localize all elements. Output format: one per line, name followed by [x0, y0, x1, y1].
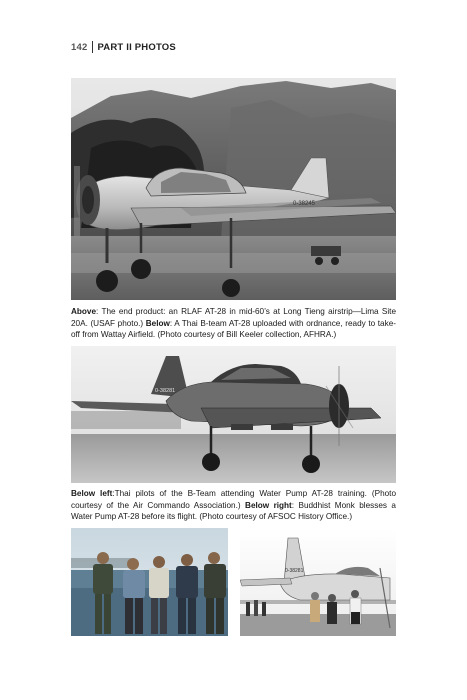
tail-number-4: 0-38281 [285, 568, 304, 574]
tail-number-1: 0-38245 [293, 201, 316, 207]
tail-number-2: 0-38281 [155, 388, 176, 394]
photo-thai-pilots [71, 528, 228, 636]
caption-below-text: : A Thai B-team AT-28 uploaded with ordnance, ready to take-off from Wattay Airfield. (Photo courtesy of Bill Keeler collection, AFHRA.) [71, 318, 396, 340]
photo-at28-long-tieng [71, 78, 396, 300]
caption-below-left-text: :Thai pilots of the B-Team attending Water Pump AT-28 training. (Photo courtesy of the Air Commando Association.) [71, 489, 396, 510]
page-number: 142 [71, 41, 88, 53]
photo-monk-blessing [240, 528, 396, 636]
caption-top [71, 306, 396, 341]
caption-bottom [71, 488, 396, 523]
caption-below-label: Below [145, 318, 170, 328]
page-header [71, 40, 176, 54]
caption-above-label: Above [71, 307, 97, 316]
caption-below-left-label: Below left [71, 489, 113, 498]
section-title: PART II PHOTOS [97, 41, 176, 53]
caption-above-text: : The end product: an RLAF AT-28 in mid-60’s at Long Tieng airstrip—Lima Site 20A. (USAF photo.) [71, 307, 396, 328]
photo-at28-wattay [71, 346, 396, 483]
caption-below-right-text: : Buddhist Monk blesses a Water Pump AT-28 before its flight. (Photo courtesy of AFSOC History Office.) [71, 500, 396, 522]
header-divider [92, 41, 93, 53]
caption-below-right-label: Below right [245, 500, 292, 510]
